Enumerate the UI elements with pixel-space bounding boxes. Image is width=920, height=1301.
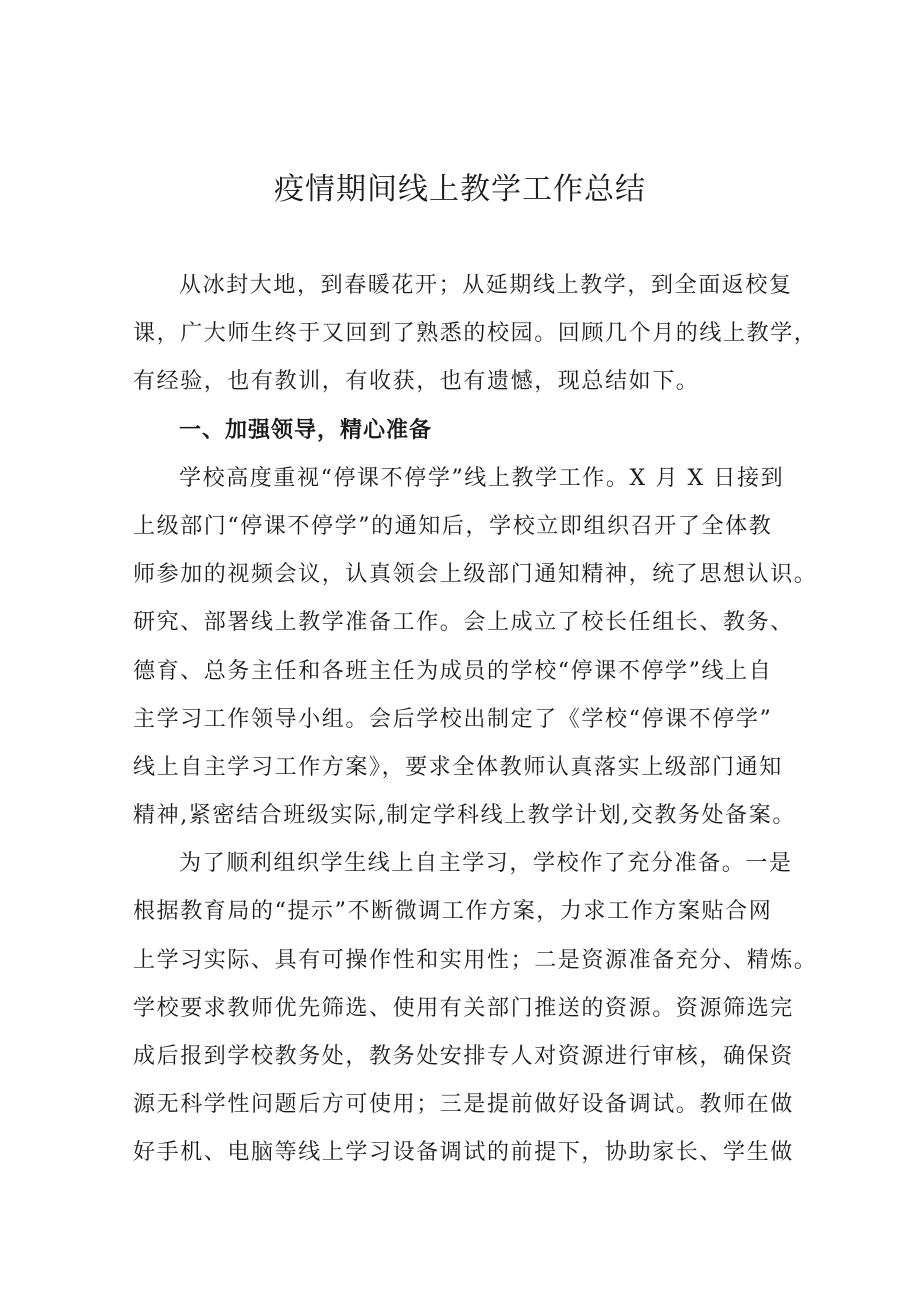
paragraph-line: 精神,紧密结合班级实际,制定学科线上教学计划,交教务处备案。 <box>133 803 796 829</box>
paragraph-line: 为了顺利组织学生线上自主学习，学校作了充分准备。一是 <box>179 851 793 877</box>
paragraph-line: 根据教育局的“提示”不断微调工作方案，力求工作方案贴合网 <box>133 899 773 925</box>
document-body <box>133 262 818 1178</box>
section-heading: 一、加强领导，精心准备 <box>179 417 433 443</box>
paragraph-line: 研究、部署线上教学准备工作。会上成立了校长任组长、教务、 <box>133 610 794 636</box>
paragraph-line: 师参加的视频会议，认真领会上级部门通知精神，统了思想认识。 <box>133 562 818 588</box>
paragraph-line: 德育、总务主任和各班主任为成员的学校“停课不停学”线上自 <box>133 658 773 684</box>
paragraph-line: 学校要求教师优先筛选、使用有关部门推送的资源。资源筛选完 <box>133 995 794 1021</box>
paragraph-line: 上学习实际、具有可操作性和实用性；二是资源准备充分、精炼。 <box>133 947 818 973</box>
paragraph-line: 上级部门“停课不停学”的通知后，学校立即组织召开了全体教 <box>133 513 773 539</box>
paragraph-line: 线上自主学习工作方案》，要求全体教师认真落实上级部门通知 <box>133 754 783 780</box>
paragraph-line: 课，广大师生终于又回到了熟悉的校园。回顾几个月的线上教学， <box>133 321 818 347</box>
paragraph-line: 有经验，也有教训，有收获，也有遗憾，现总结如下。 <box>133 369 700 395</box>
paragraph-line: 成后报到学校教务处，教务处安排专人对资源进行审核，确保资 <box>133 1044 794 1069</box>
paragraph-line: 好手机、电脑等线上学习设备调试的前提下，协助家长、学生做 <box>133 1140 794 1166</box>
paragraph-line: 学校高度重视“停课不停学”线上教学工作。X 月 X 日接到 <box>179 465 785 491</box>
document-title: 疫情期间线上教学工作总结 <box>274 172 646 207</box>
paragraph-line: 从冰封大地，到春暖花开；从延期线上教学，到全面返校复 <box>179 273 793 298</box>
paragraph-line: 主学习工作领导小组。会后学校出制定了《学校“停课不停学” <box>133 706 773 732</box>
paragraph-line: 源无科学性问题后方可使用；三是提前做好设备调试。教师在做 <box>133 1092 794 1118</box>
